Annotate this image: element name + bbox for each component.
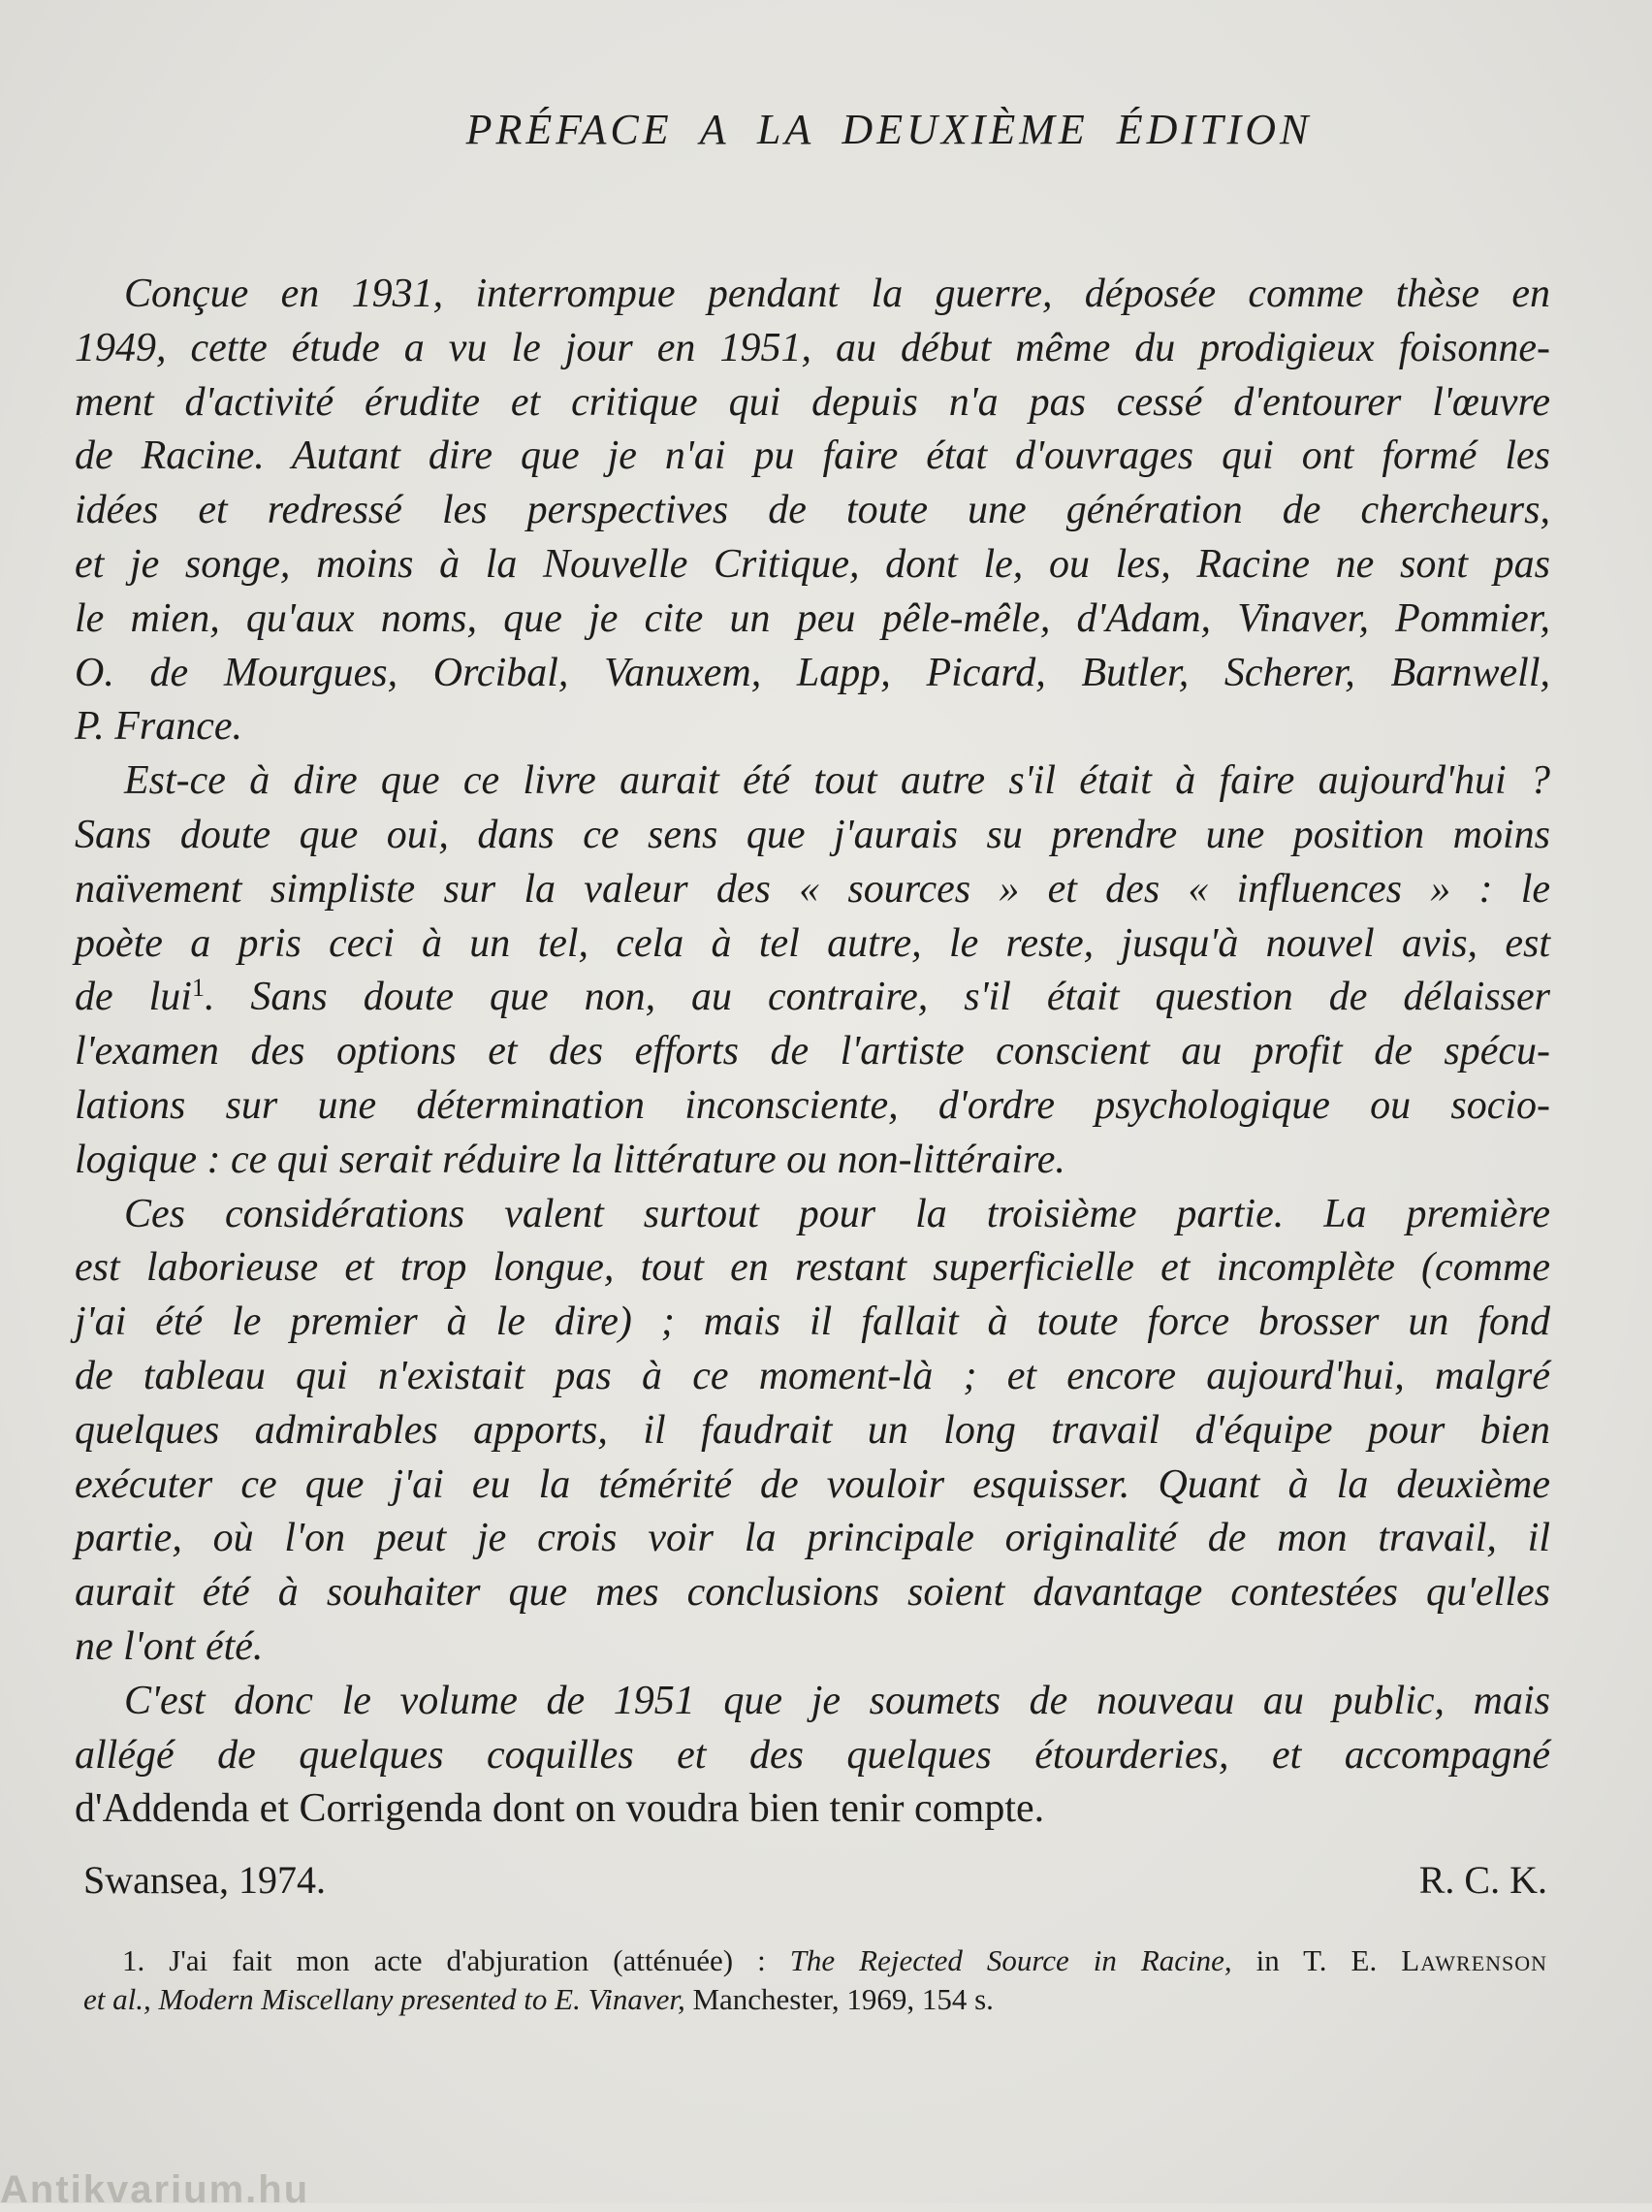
text-line: O. de Mourgues, Orcibal, Vanuxem, Lapp, Picard, Butler, Scherer, Barnwell, xyxy=(75,650,1550,695)
text-line: P. France. xyxy=(75,704,243,750)
signoff xyxy=(83,1857,1547,1903)
paragraph-2 xyxy=(75,754,1550,1187)
text-line: aurait été à souhaiter que mes conclusions soient davantage contestées qu'elles xyxy=(75,1570,1550,1616)
paragraph-3 xyxy=(75,1188,1550,1675)
text-line: Ces considérations valent surtout pour la troisième partie. La première xyxy=(124,1191,1550,1236)
text-line: allégé de quelques coquilles et des quelques étourderies, et accompagné xyxy=(75,1732,1550,1778)
watermark: Antikvarium.hu xyxy=(0,2168,310,2211)
footnote-etal: et al., xyxy=(83,1982,151,2016)
footnote xyxy=(83,1941,1547,2019)
text-line: poète a pris ceci à un tel, cela à tel autre, le reste, jusqu'à nouvel avis, est xyxy=(75,920,1550,966)
text-line: le mien, qu'aux noms, que je cite un peu pêle-mêle, d'Adam, Vinaver, Pommier, xyxy=(75,595,1550,641)
text-line: et je songe, moins à la Nouvelle Critique, dont le, ou les, Racine ne sont pas xyxy=(75,541,1550,587)
text-fragment: de lui xyxy=(75,975,192,1020)
text-line: lations sur une détermination inconsciente, d'ordre psychologique ou socio- xyxy=(75,1082,1550,1128)
text-line: 1949, cette étude a vu le jour en 1951, au début même du prodigieux foisonne- xyxy=(75,325,1550,370)
page-title: PRÉFACE A LA DEUXIÈME ÉDITION xyxy=(465,106,1313,153)
paragraph-4 xyxy=(75,1675,1550,1837)
text-line: Sans doute que oui, dans ce sens que j'aurais su prendre une position moins xyxy=(75,812,1550,857)
footnote-work-title: Modern Miscellany presented to E. Vinaver, xyxy=(158,1982,685,2016)
place-date: Swansea, 1974. xyxy=(83,1858,326,1902)
text-line: ment d'activité érudite et critique qui depuis n'a pas cessé d'entourer l'œuvre xyxy=(75,379,1550,425)
text-line: C'est donc le volume de 1951 que je soumets de nouveau au public, mais xyxy=(124,1678,1550,1723)
text-line: d'Addenda et Corrigenda dont on voudra bien tenir compte. xyxy=(75,1786,1045,1832)
footnote-line xyxy=(83,1980,1547,2019)
text-line: quelques admirables apports, il faudrait un long travail d'équipe pour bien xyxy=(75,1407,1550,1453)
text-line-with-footnote xyxy=(75,971,1550,1025)
text-line: naïvement simpliste sur la valeur des « sources » et des « influences » : le xyxy=(75,866,1550,912)
footnote-text: in T. E. xyxy=(1255,1943,1378,1977)
text-line: Est-ce à dire que ce livre aurait été tout autre s'il était à faire aujourd'hui ? xyxy=(124,758,1550,804)
text-line: logique : ce qui serait réduire la littérature ou non-littéraire. xyxy=(75,1137,1065,1182)
text-line: de Racine. Autant dire que je n'ai pu faire état d'ouvrages qui ont formé les xyxy=(75,433,1550,479)
text-line: est laborieuse et trop longue, tout en restant superficielle et incomplète (comme xyxy=(75,1245,1550,1291)
text-fragment: . Sans doute que non, au contraire, s'il était question de délaisser xyxy=(204,975,1551,1020)
text-line: de tableau qui n'existait pas à ce moment-là ; et encore aujourd'hui, malgré xyxy=(75,1353,1550,1398)
preface-body xyxy=(75,268,1550,1837)
footnote-line xyxy=(83,1941,1547,1980)
text-line: partie, où l'on peut je crois voir la principale originalité de mon travail, il xyxy=(75,1516,1550,1561)
paragraph-1 xyxy=(75,268,1550,754)
text-line: Conçue en 1931, interrompue pendant la guerre, déposée comme thèse en xyxy=(124,272,1550,316)
text-line: exécuter ce que j'ai eu la témérité de vouloir esquisser. Quant à la deuxième xyxy=(75,1461,1550,1507)
footnote-author: Lawrenson xyxy=(1401,1943,1548,1977)
text-line: l'examen des options et des efforts de l'artiste conscient au profit de spécu- xyxy=(75,1029,1550,1074)
footnote-text: J'ai fait mon acte d'abjuration (atténuée) : xyxy=(169,1943,766,1977)
author-initials: R. C. K. xyxy=(1418,1858,1547,1902)
footnote-reference: 1 xyxy=(191,974,205,1003)
footnote-text: Manchester, 1969, 154 s. xyxy=(692,1982,994,2016)
footnote-work-title: The Rejected Source in Racine, xyxy=(789,1943,1232,1977)
text-line: idées et redressé les perspectives de toute une génération de chercheurs, xyxy=(75,488,1550,533)
text-line: ne l'ont été. xyxy=(75,1623,264,1669)
footnote-number: 1. xyxy=(122,1943,145,1977)
text-line: j'ai été le premier à le dire) ; mais il fallait à toute force brosser un fond xyxy=(75,1299,1550,1345)
